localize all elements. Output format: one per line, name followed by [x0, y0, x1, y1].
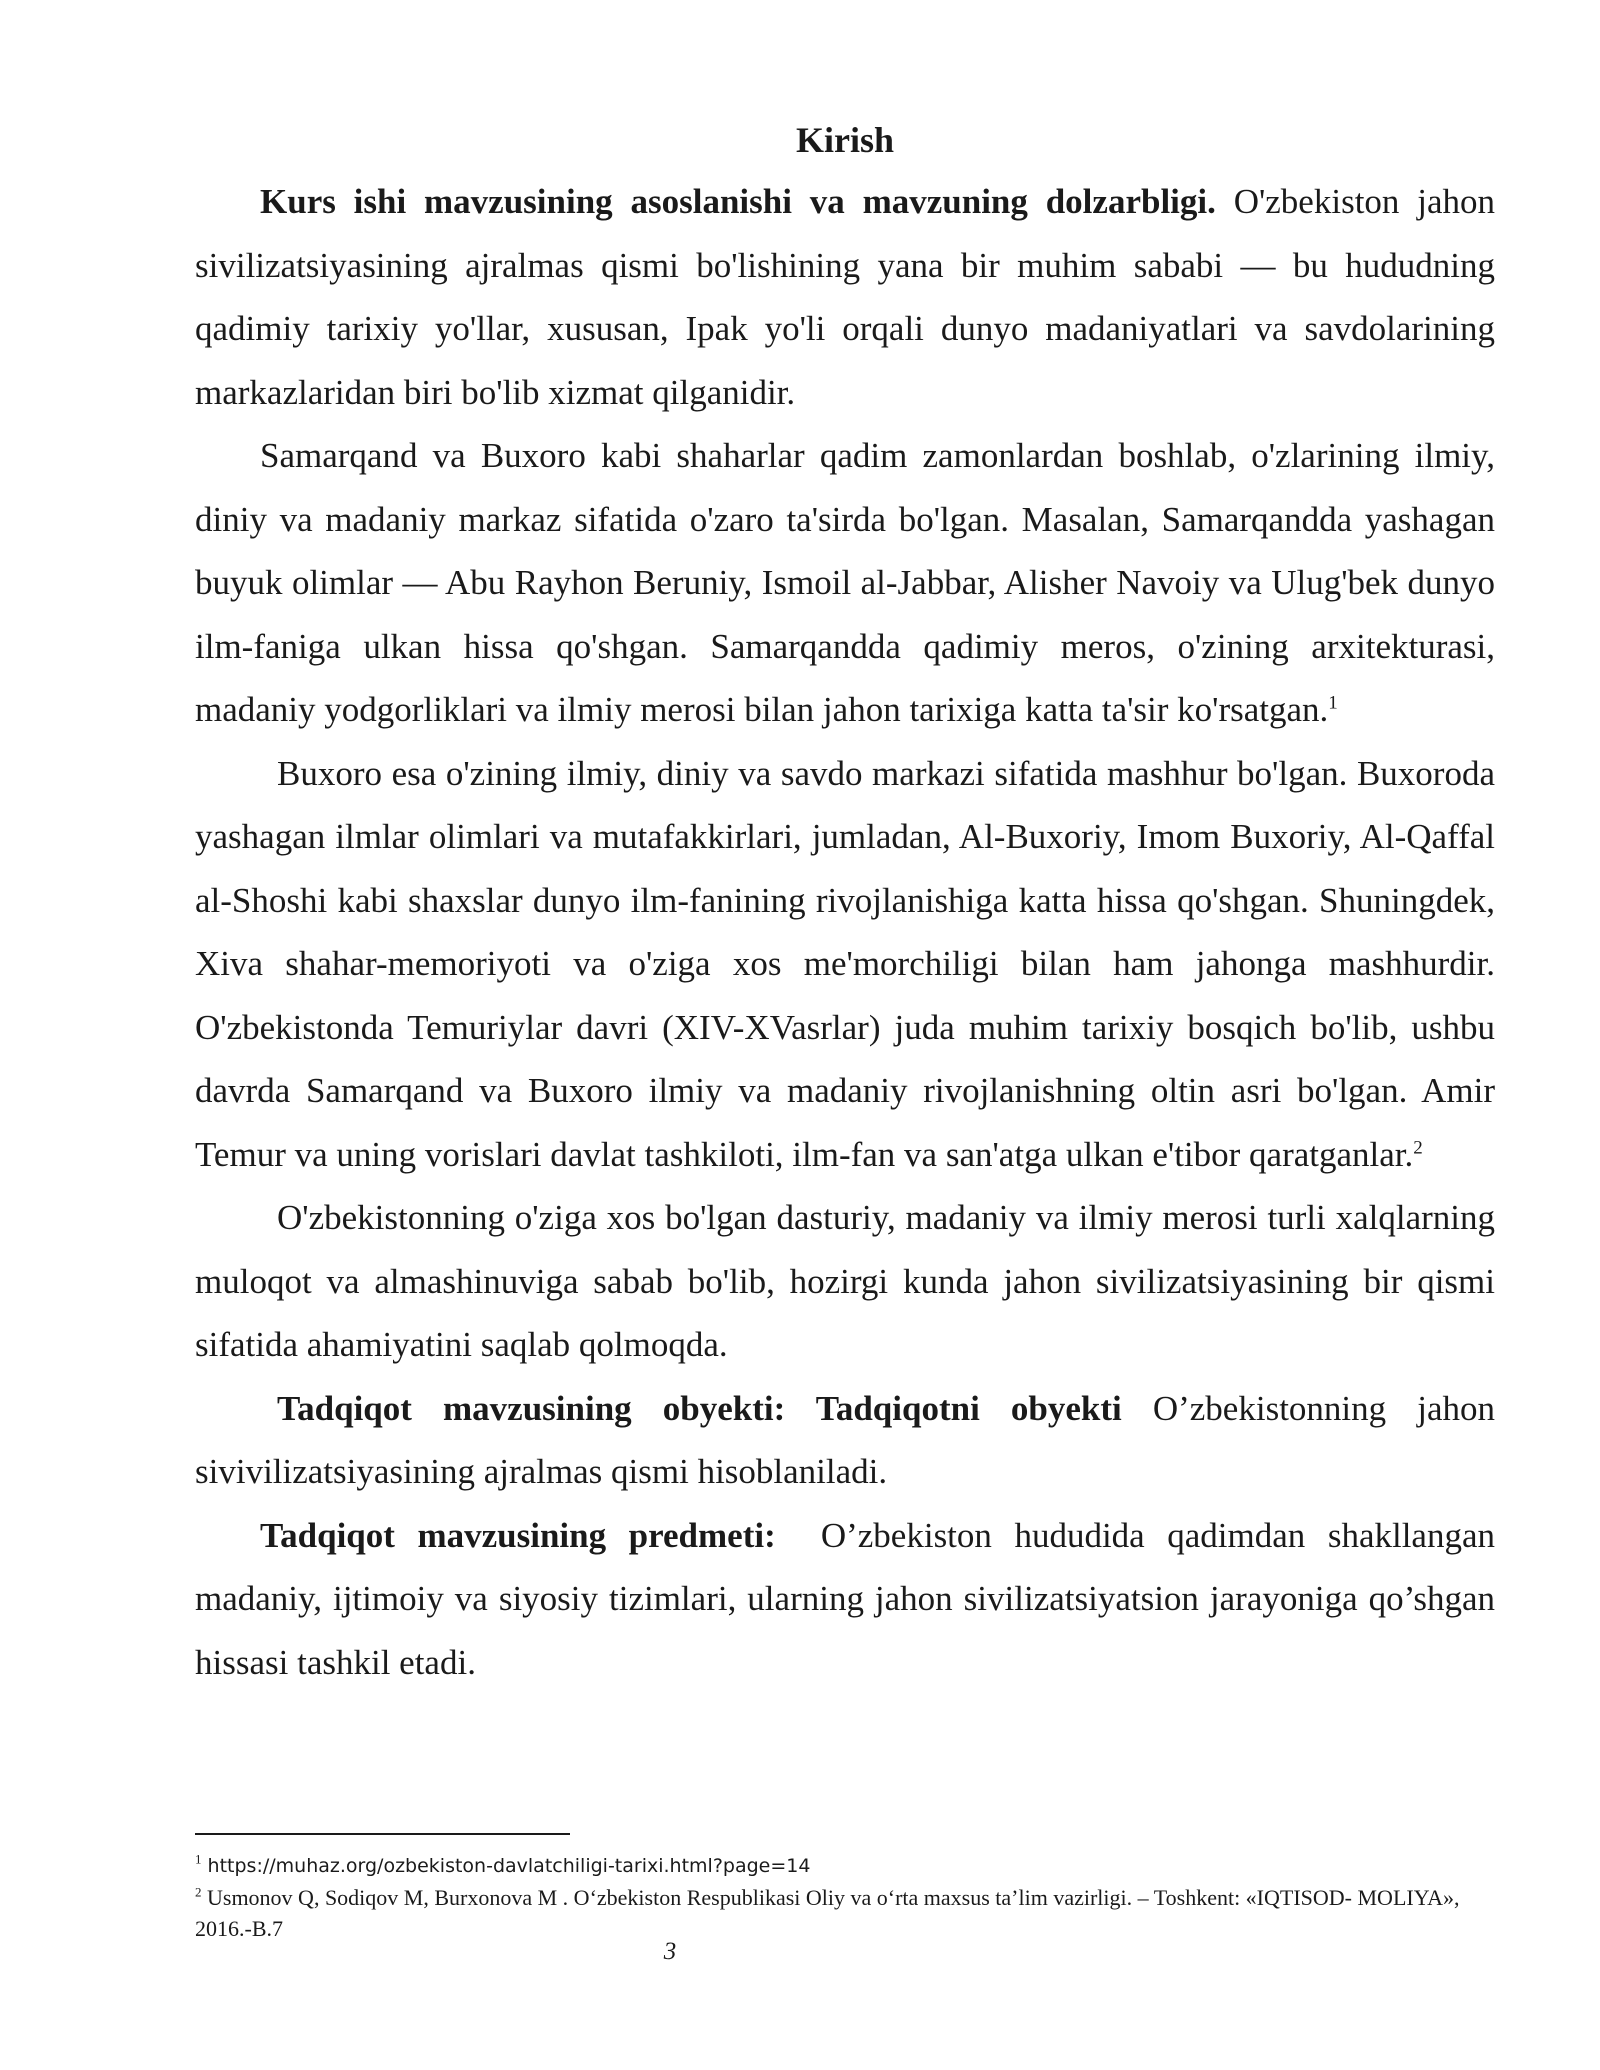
footnote-number: 2	[195, 1884, 202, 1900]
footnote-2	[195, 1882, 1495, 1944]
paragraph-relevance	[195, 170, 1495, 424]
paragraph-research-object	[195, 1377, 1495, 1504]
paragraph-text: Samarqand va Buxoro kabi shaharlar qadim zamonlardan boshlab, o'zlarining ilmiy, diniy va madaniy markaz sifatida o'zaro ta'sirda bo'lgan. Masalan, Samarqandda yashagan buyuk olimlar — Abu Rayhon Beruniy, Ismoil al-Jabbar, Alisher Navoiy va Ulug'bek dunyo ilm-faniga ulkan hissa qo'shgan. Samarqandda qadimiy meros, o'zining arxitekturasi, madaniy yodgorliklari va ilmiy merosi bilan jahon tarixiga katta ta'sir ko'rsatgan.	[195, 436, 1495, 729]
footnote-number: 1	[195, 1851, 202, 1867]
paragraph-samarqand	[195, 424, 1495, 742]
footnotes-section	[195, 1833, 1495, 1944]
page-number: 3	[663, 1938, 677, 1965]
page-title: Kirish	[795, 120, 894, 160]
footnote-separator	[195, 1833, 570, 1835]
document-body	[195, 112, 1504, 1694]
paragraph-text: O'zbekistonning o'ziga xos bo'lgan dasturiy, madaniy va ilmiy merosi turli xalqlarning muloqot va almashinuviga sabab bo'lib, hozirgi kunda jahon sivilizatsiyasining bir qismi sifatida ahamiyatini saqlab qolmoqda.	[195, 1198, 1495, 1364]
paragraph-buxoro	[195, 742, 1495, 1187]
paragraph-heading-relevance: Kurs ishi mavzusining asoslanishi va mavzuning dolzarbligi.	[260, 182, 1216, 221]
paragraph-heritage	[195, 1186, 1495, 1377]
footnote-reference-1[interactable]: 1	[1328, 692, 1338, 714]
paragraph-heading-object: Tadqiqot mavzusining obyekti: Tadqiqotni obyekti	[277, 1388, 1122, 1428]
footnote-link[interactable]: https://muhaz.org/ozbekiston-davlatchiligi-tarixi.html?page=14	[201, 1855, 811, 1877]
paragraph-text: O'zbekiston jahon sivilizatsiyasining ajralmas qismi bo'lishining yana bir muhim sababi — bu hududning qadimiy tarixiy yo'llar, xususan, Ipak yo'li orqali dunyo madaniyatlari va savdolarining markazlaridan biri bo'lib xizmat qilganidir.	[195, 182, 1495, 412]
paragraph-heading-subject: Tadqiqot mavzusining predmeti:	[260, 1515, 776, 1555]
footnote-1	[195, 1849, 1495, 1882]
paragraph-text: O’zbekistonning jahon sivivilizatsiyasining ajralmas qismi hisoblaniladi.	[195, 1388, 1495, 1491]
footnote-text: Usmonov Q, Sodiqov M, Burxonova M . O‘zbekiston Respublikasi Oliy va o‘rta maxsus ta’lim vazirligi. – Toshkent: «IQTISOD- MOLIYA», 2016.-B.7	[195, 1885, 1460, 1941]
paragraph-text: O’zbekiston hududida qadimdan shakllangan madaniy, ijtimoiy va siyosiy tizimlari, ularning jahon sivilizatsiyatsion jarayoniga qo’shgan hissasi tashkil etadi.	[195, 1515, 1504, 1682]
paragraph-research-subject	[195, 1504, 1504, 1695]
footnote-reference-2[interactable]: 2	[1413, 1136, 1423, 1158]
paragraph-text: Buxoro esa o'zining ilmiy, diniy va savdo markazi sifatida mashhur bo'lgan. Buxoroda yashagan ilmlar olimlari va mutafakkirlari, jumladan, Al-Buxoriy, Imom Buxoriy, Al-Qaffal al-Shoshi kabi shaxslar dunyo ilm-fanining rivojlanishiga katta hissa qo'shgan. Shuningdek, Xiva shahar-memoriyoti va o'ziga xos me'morchiligi bilan ham jahonga mashhurdir. O'zbekistonda Temuriylar davri (XIV-XVasrlar) juda muhim tarixiy bosqich bo'lib, ushbu davrda Samarqand va Buxoro ilmiy va madaniy rivojlanishning oltin asri bo'lgan. Amir Temur va uning vorislari davlat tashkiloti, ilm-fan va san'atga ulkan e'tibor qaratganlar.	[195, 753, 1495, 1174]
